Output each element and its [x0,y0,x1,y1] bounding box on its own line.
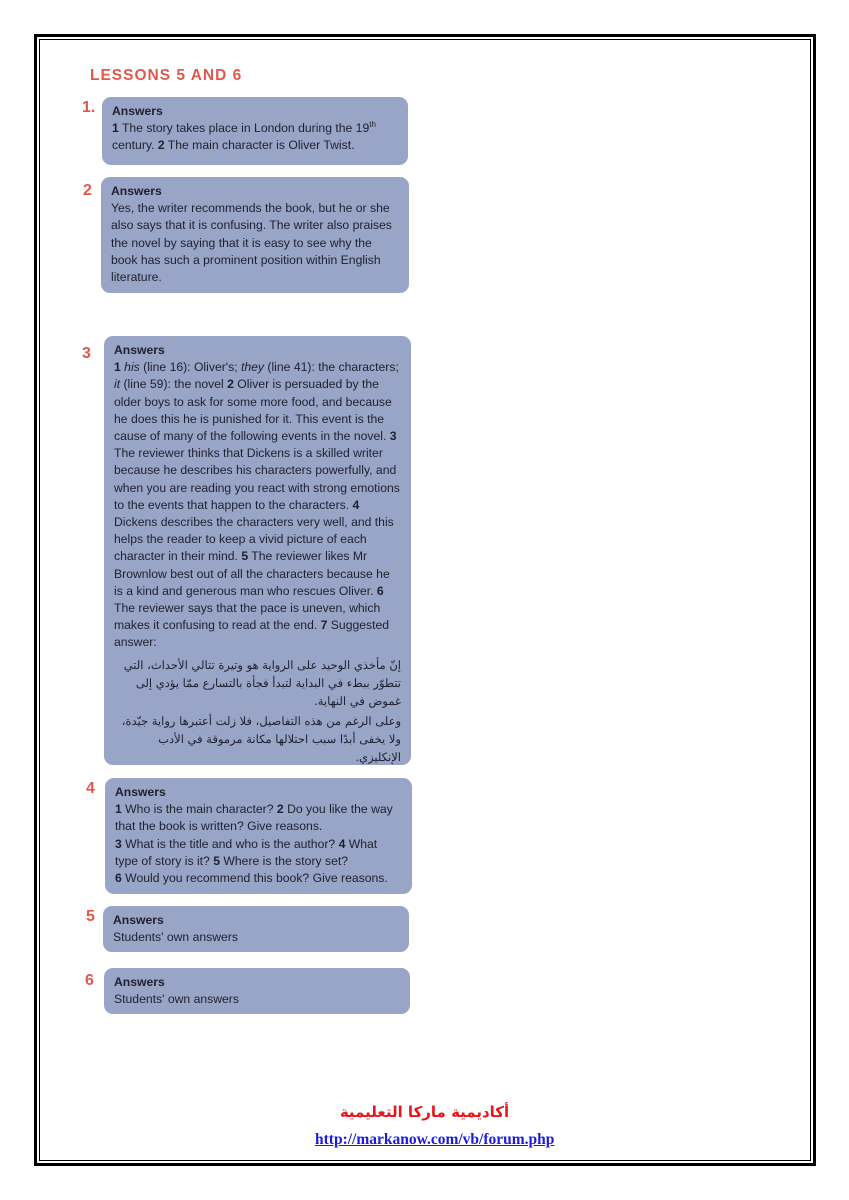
section-number-3: 3 [82,345,91,362]
answer-text: Students' own answers [114,992,239,1007]
section-number-1: 1. [82,99,96,116]
answers-heading: Answers [115,785,166,799]
section-number-4: 4 [86,780,95,797]
footer-organization-name: أكاديمية ماركا التعليمية [339,1103,510,1121]
answer-text: 1 Who is the main character? 2 Do you like the way that the book is written? Give reasons. 3 What is the title and who is the author? 4 What type of story is it? 5 Where is the story set? 6 Would you recommend this book? Give reasons. [115,802,393,886]
answers-heading: Answers [114,975,165,989]
answer-text: Students' own answers [113,930,238,945]
section-number-5: 5 [86,908,95,925]
section-number-6: 6 [85,972,94,989]
answer-text: 1 his (line 16): Oliver's; they (line 41): the characters; it (line 59): the novel 2 Oliver is persuaded by the older boys to ask for some more food, and because he does this he is punished for it. This event is the cause of many of the following events in the novel. 3 The reviewer thinks that Dickens is a skilled writer because he describes his characters powerfully, and when you are reading you react with strong emotions to the events that happen to the characters. 4 Dickens describes the characters very well, and this helps the reader to keep a vivid picture of each character in their mind. 5 The reviewer likes Mr Brownlow best out of all the characters because he is a kind and generous man who rescues Oliver. 6 The reviewer says that the pace is uneven, which makes it confusing to read at the end. 7 Suggested answer: [114,360,400,650]
answer-box-5 [103,906,409,952]
answers-heading: Answers [113,913,164,927]
answer-text: Yes, the writer recommends the book, but he or she also says that it is confusing. The writer also praises the novel by saying that it is easy to see why the book has such a prominent position within English literature. [111,201,392,285]
answers-heading: Answers [111,184,162,198]
arabic-answer-paragraph-1: إنّ مأخذي الوحيد على الرواية هو وتيرة تتالي الأحداث، التي تتطوّر ببطء في البداية لتبدأ فجأة بالتسارع ممّا يؤدي إلى غموض في النهاية. [123,657,401,708]
answer-box-2 [101,177,409,293]
footer-forum-link[interactable]: http://markanow.com/vb/forum.php [315,1131,555,1148]
answers-heading: Answers [114,343,165,357]
section-number-2: 2 [83,182,92,199]
answer-box-4 [105,778,412,894]
arabic-answer-paragraph-2: وعلى الرغم من هذه التفاصيل، فلا زلت أعتبرها رواية جيّدة، ولا يخفى أبدًا سبب احتلالها مكانة مرموقة في الأدب الإنكليزي. [121,713,401,764]
answer-text: 1 The story takes place in London during the 19th century. 2 The main character is Oliver Twist. [112,120,376,153]
page-title: LESSONS 5 AND 6 [90,67,243,84]
answers-heading: Answers [112,104,163,118]
answer-box-1 [102,97,408,165]
answer-box-3 [104,336,411,765]
answer-box-6 [104,968,410,1014]
